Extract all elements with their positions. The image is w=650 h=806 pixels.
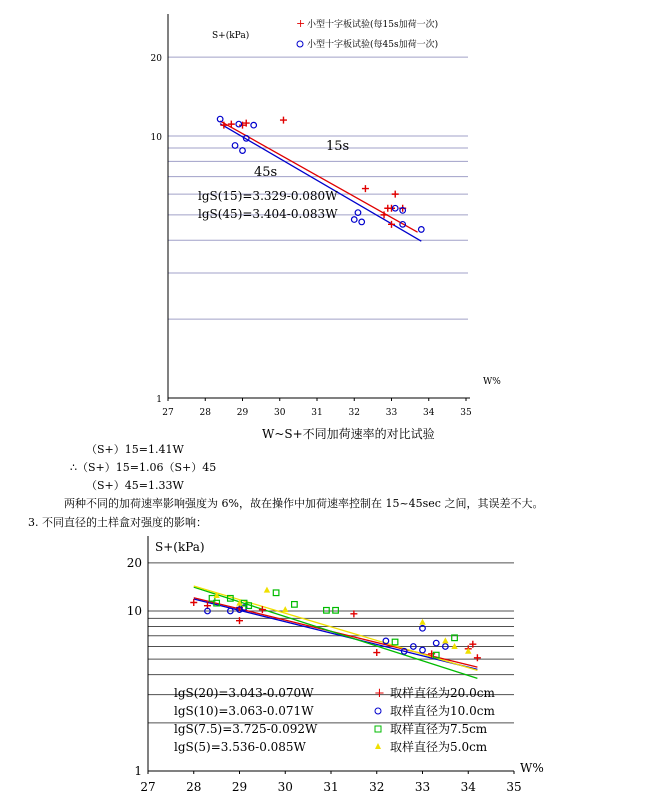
x-tick-label: 35 [460, 408, 472, 418]
chart2-legend [374, 685, 495, 754]
chart2-equations [174, 686, 318, 754]
chart1-caption: W~S+不同加荷速率的对比试验 [262, 427, 435, 441]
formula-line-1: （S+）15=1.41W [86, 443, 184, 456]
y-tick-label: 20 [150, 54, 162, 65]
x-tick-label: 33 [414, 780, 431, 794]
y-tick-label: 10 [150, 133, 162, 143]
legend-plus-icon: + [374, 686, 385, 701]
chart1-fit-label-45s: 45s [254, 165, 278, 180]
legend-triangle-icon [375, 743, 381, 749]
legend-circle-icon [297, 41, 303, 47]
chart1-ylabel: S+(kPa) [212, 31, 250, 41]
chart-2 [0, 530, 650, 806]
chart1-legend-item-2: 小型十字板试验(每45s加荷一次) [307, 40, 439, 50]
data-point [236, 121, 242, 127]
x-tick-label: 34 [460, 780, 476, 794]
data-point [451, 643, 457, 649]
y-tick-label: 1 [134, 764, 142, 778]
chart2-equation-10: lgS(10)=3.063-0.071W [174, 704, 314, 718]
legend-circle-icon [375, 708, 381, 714]
data-point [333, 608, 339, 614]
conclusion-paragraph: 两种不同的加荷速率影响强度为 6%，故在操作中加荷速率控制在 15~45sec 之间，其误差不大。 [64, 497, 544, 510]
y-tick-label: 10 [126, 604, 142, 618]
data-point [240, 148, 246, 154]
data-point [351, 217, 357, 223]
data-point [420, 647, 426, 653]
data-point [362, 185, 369, 192]
data-point [359, 219, 365, 225]
legend-plus-icon: + [296, 17, 306, 30]
data-point [282, 606, 288, 612]
data-point [280, 117, 287, 124]
chart2-equation-7_5: lgS(7.5)=3.725-0.092W [174, 722, 318, 736]
data-point [324, 608, 330, 614]
x-tick-label: 33 [385, 408, 398, 418]
chart2-legend-item-4: 取样直径为5.0cm [390, 740, 488, 754]
data-point [419, 227, 425, 233]
data-point [442, 637, 448, 643]
chart2-ylabel: S+(kPa) [155, 540, 205, 554]
chart2-legend-item-3: 取样直径为7.5cm [390, 722, 488, 736]
chart1-legend [296, 17, 438, 50]
y-tick-label: 20 [126, 555, 142, 570]
x-tick-label: 27 [162, 408, 174, 418]
chart1-legend-item-1: 小型十字板试验(每15s加荷一次) [307, 20, 439, 30]
formula-line-3: （S+）45=1.33W [86, 479, 184, 492]
x-tick-label: 27 [140, 780, 156, 794]
chart2-equation-5: lgS(5)=3.536-0.085W [174, 740, 306, 754]
data-point [474, 654, 481, 661]
chart2-legend-item-2: 取样直径为10.0cm [390, 704, 495, 718]
data-point [433, 640, 439, 646]
data-point [273, 590, 279, 596]
chart2-legend-item-1: 取样直径为20.0cm [390, 686, 495, 700]
x-tick-label: 32 [348, 408, 360, 418]
x-tick-label: 29 [236, 408, 249, 418]
data-point [392, 191, 399, 198]
x-tick-label: 30 [277, 780, 293, 794]
data-point [264, 587, 270, 593]
chart2-xlabel: W% [520, 761, 544, 775]
data-point [392, 639, 398, 645]
x-tick-label: 30 [274, 408, 286, 418]
chart1-equation-15: lgS(15)=3.329-0.080W [198, 189, 338, 203]
section-heading-3: 3. 不同直径的土样盒对强度的影响： [28, 516, 207, 529]
x-tick-label: 29 [231, 780, 248, 794]
data-point [373, 649, 380, 656]
x-tick-label: 28 [199, 408, 211, 418]
x-tick-label: 28 [186, 780, 202, 794]
formula-line-2: ∴（S+）15=1.06（S+）45 [70, 461, 217, 474]
fit-line [194, 587, 478, 678]
legend-square-icon [375, 726, 381, 732]
chart1-xlabel: W% [483, 377, 501, 387]
data-point [251, 122, 257, 128]
chart1-fit-label-15s: 15s [326, 139, 350, 154]
data-point [292, 602, 298, 608]
data-point [232, 143, 238, 149]
y-tick-label: 1 [156, 395, 162, 405]
x-tick-label: 34 [423, 408, 435, 418]
x-tick-label: 31 [323, 780, 339, 794]
data-point [419, 619, 425, 625]
x-tick-label: 35 [506, 780, 522, 794]
chart1-equation-45: lgS(45)=3.404-0.083W [198, 207, 338, 221]
chart2-equation-20: lgS(20)=3.043-0.070W [174, 686, 314, 700]
x-tick-label: 32 [369, 780, 385, 794]
x-tick-label: 31 [311, 408, 323, 418]
